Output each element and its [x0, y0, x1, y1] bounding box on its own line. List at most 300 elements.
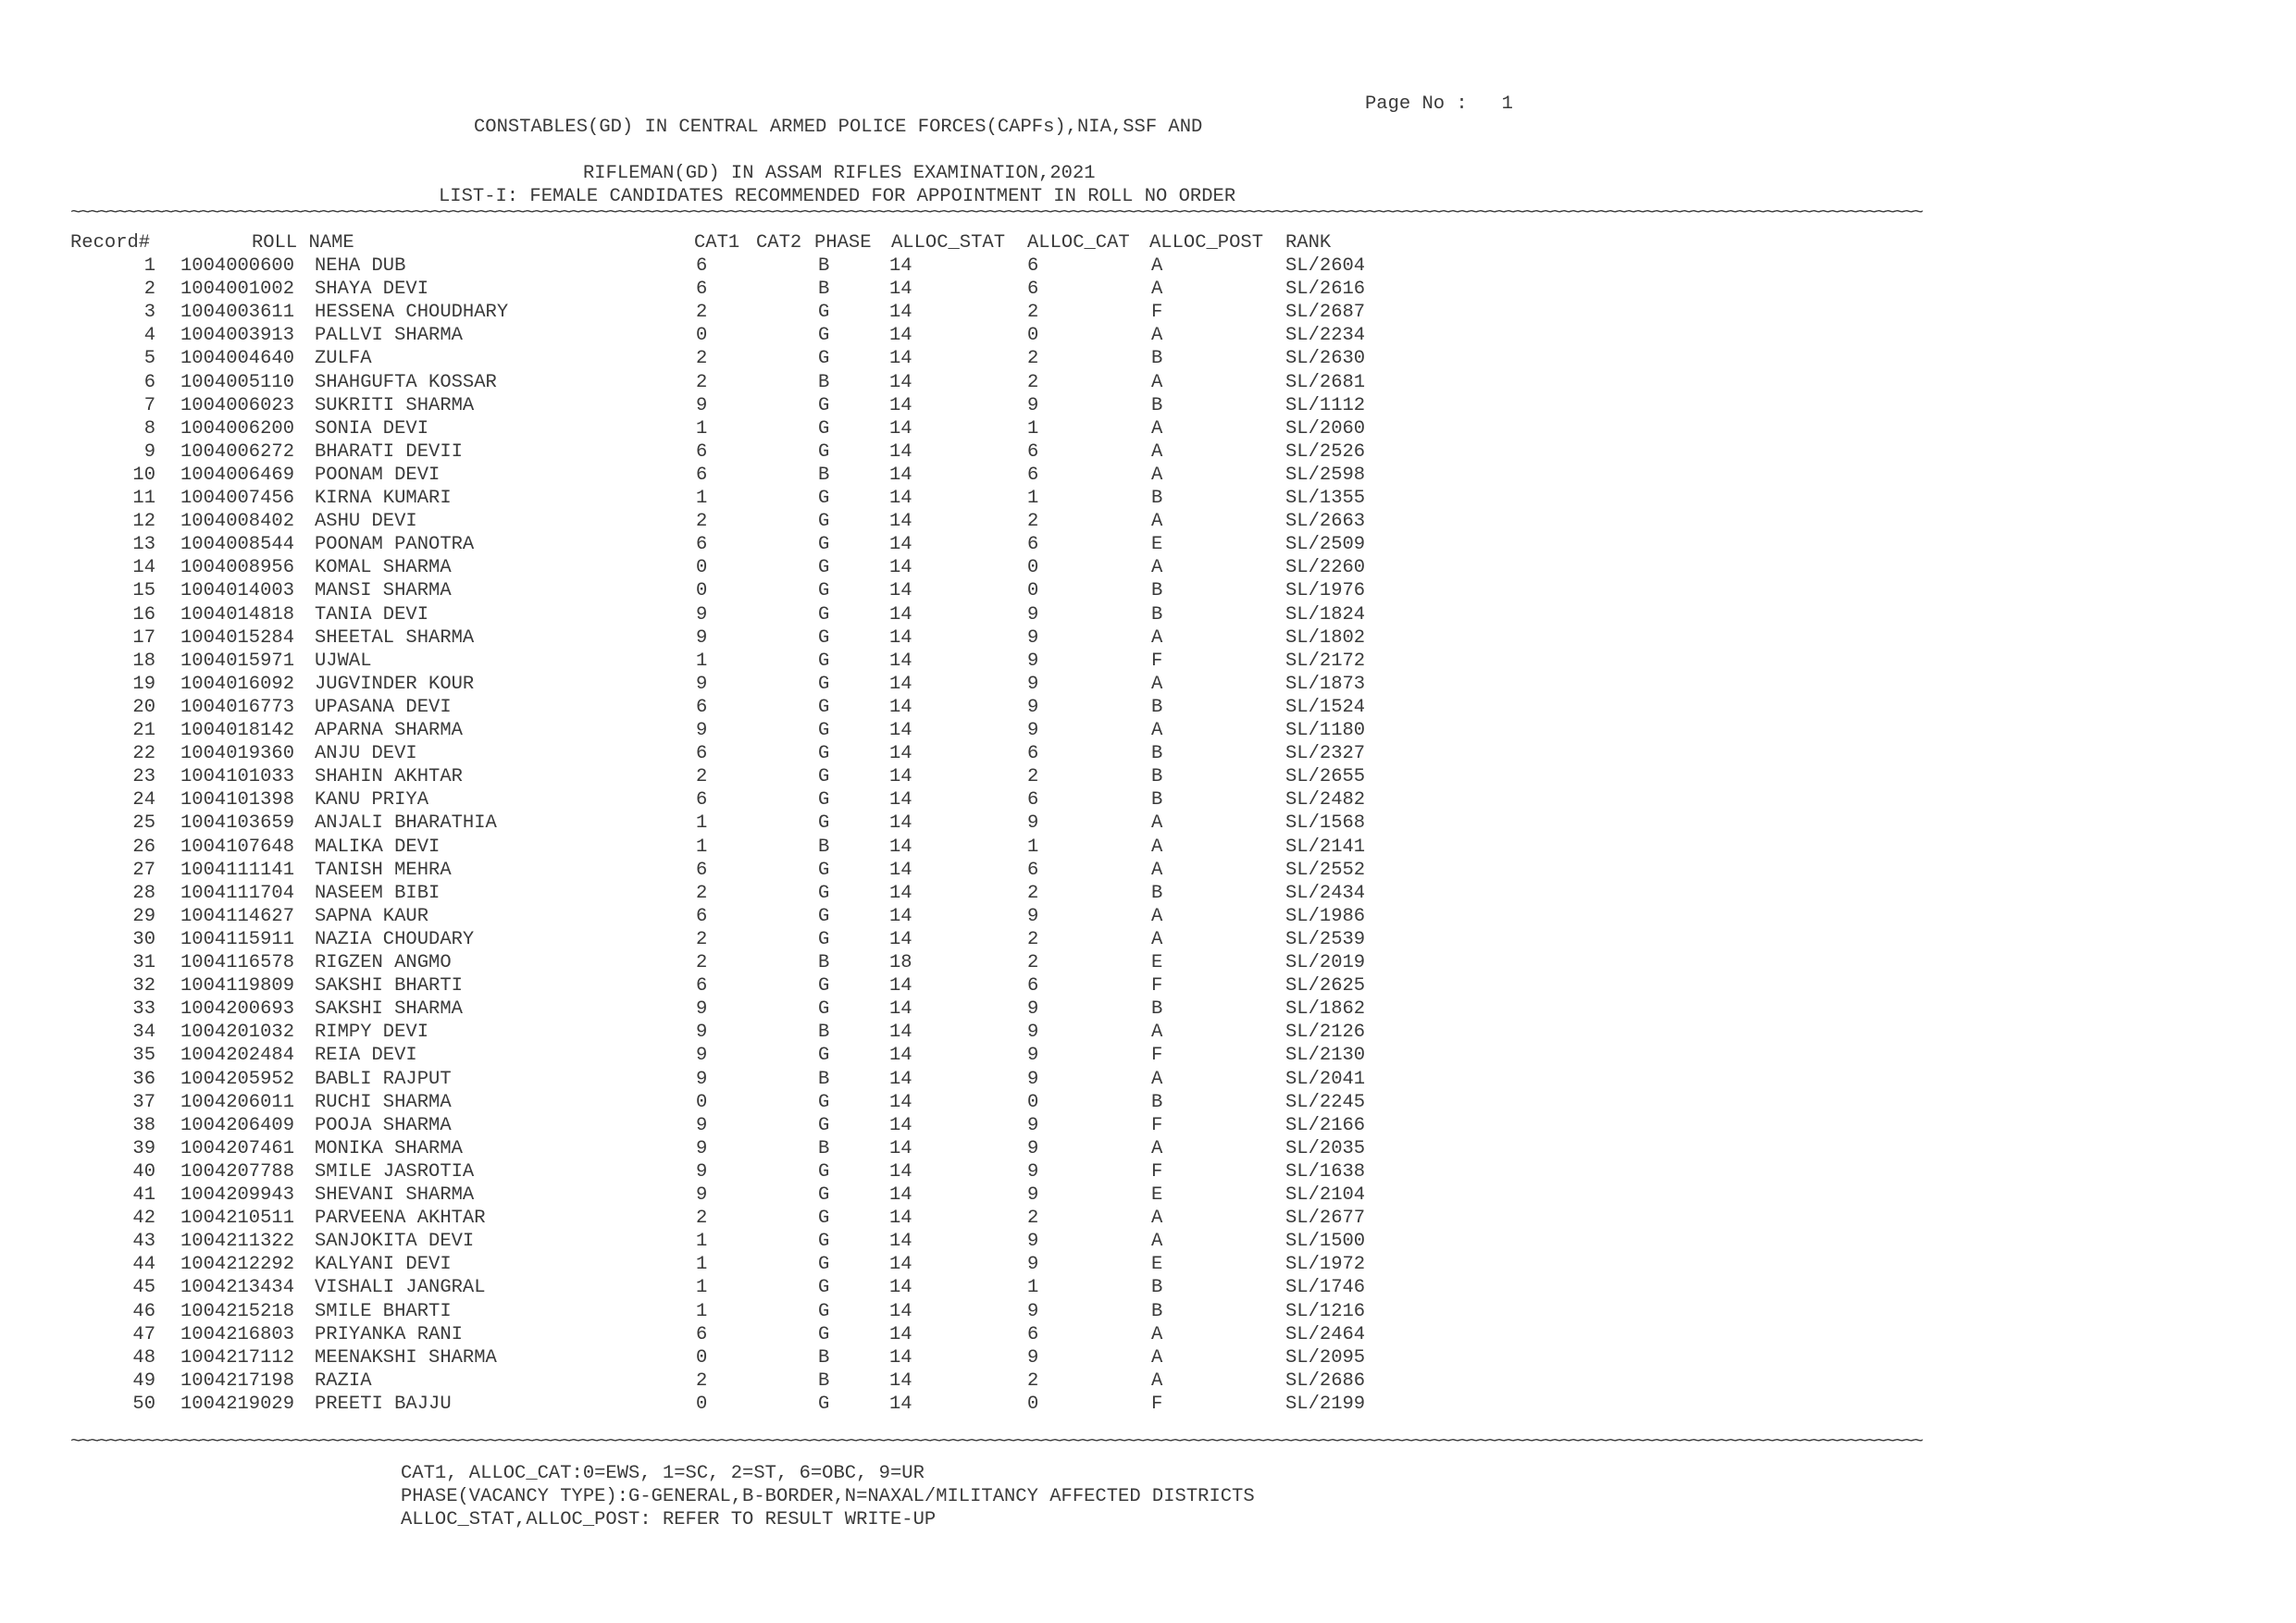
candidate-name: JUGVINDER KOUR	[315, 673, 475, 695]
rank-value: SL/1824	[1285, 603, 1366, 626]
candidate-name: PARVEENA AKHTAR	[315, 1208, 486, 1230]
rank-value: SL/2598	[1285, 464, 1366, 486]
alloc-stat-value: 14	[889, 1231, 912, 1253]
alloc-post-value: F	[1151, 1114, 1163, 1136]
table-row	[70, 1183, 1366, 1207]
bottom-divider: ~~~~~~~~~~~~~~~~~~~~~~~~~~~~~~~~~~~~~~~~~~~~~~~~~~~~~~~~~~~~~~~~~~~~~~~~~~~~~~~~~~~~~~~~~~~~~~~~~~~~~~~~~~~~~~~~~~~~~~~~~~~~~~~~~~~~~~~~~~~~~~~~~~~~~~~~~~~~~~~~~~~~~~~~~~~~~~~~~~~~~~~~~~~~~~~~~~~~~~~~	[70, 1431, 1922, 1453]
candidate-name: RIMPY DEVI	[315, 1022, 429, 1044]
cat1-value: 6	[696, 464, 708, 486]
alloc-stat-value: 14	[889, 511, 912, 533]
col-alloc-stat: ALLOC_STAT	[891, 232, 1006, 254]
table-row	[70, 765, 1366, 788]
alloc-stat-value: 14	[889, 1160, 912, 1183]
alloc-cat-value: 1	[1027, 488, 1039, 509]
table-row	[70, 371, 1366, 394]
record-number: 50	[132, 1393, 155, 1415]
cat1-value: 2	[696, 952, 708, 973]
alloc-post-value: A	[1151, 371, 1163, 393]
rank-value: SL/1972	[1285, 1254, 1366, 1276]
table-row	[70, 556, 1366, 579]
table-row	[70, 1393, 1366, 1416]
alloc-cat-value: 2	[1027, 371, 1039, 393]
rank-value: SL/2126	[1285, 1022, 1366, 1044]
alloc-stat-value: 14	[889, 325, 912, 347]
roll-number: 1004004640	[180, 348, 295, 370]
candidate-name: SMILE JASROTIA	[315, 1160, 475, 1183]
alloc-stat-value: 14	[889, 836, 912, 858]
title-line-3: LIST-I: FEMALE CANDIDATES RECOMMENDED FOR APPOINTMENT IN ROLL NO ORDER	[439, 186, 1236, 207]
alloc-cat-value: 1	[1027, 1277, 1039, 1299]
candidate-name: ASHU DEVI	[315, 511, 417, 533]
cat1-value: 9	[696, 1160, 708, 1183]
col-record: Record#	[70, 232, 151, 254]
candidate-name: NEHA DUB	[315, 255, 406, 277]
record-number: 39	[132, 1137, 155, 1159]
alloc-stat-value: 14	[889, 859, 912, 881]
roll-number: 1004115911	[180, 928, 295, 950]
alloc-stat-value: 14	[889, 743, 912, 765]
table-row	[70, 347, 1366, 370]
rank-value: SL/1746	[1285, 1277, 1366, 1299]
table-row	[70, 626, 1366, 650]
roll-number: 1004216803	[180, 1323, 295, 1345]
cat1-value: 6	[696, 743, 708, 765]
table-row	[70, 417, 1366, 440]
table-row	[70, 579, 1366, 602]
rank-value: SL/2509	[1285, 534, 1366, 556]
alloc-post-value: A	[1151, 464, 1163, 486]
table-row	[70, 1044, 1366, 1067]
alloc-cat-value: 9	[1027, 1137, 1039, 1159]
cat1-value: 6	[696, 279, 708, 301]
record-number: 7	[143, 394, 155, 416]
alloc-post-value: B	[1151, 348, 1163, 370]
rank-value: SL/2019	[1285, 952, 1366, 973]
alloc-cat-value: 9	[1027, 1068, 1039, 1090]
table-row	[70, 1021, 1366, 1044]
alloc-stat-value: 14	[889, 394, 912, 416]
alloc-post-value: B	[1151, 743, 1163, 765]
roll-number: 1004114627	[180, 905, 295, 927]
table-row	[70, 301, 1366, 324]
alloc-stat-value: 14	[889, 975, 912, 997]
alloc-cat-value: 9	[1027, 1346, 1039, 1369]
candidate-name: POONAM DEVI	[315, 464, 441, 486]
phase-value: G	[818, 348, 830, 370]
phase-value: G	[818, 859, 830, 881]
phase-value: B	[818, 1137, 830, 1159]
cat1-value: 9	[696, 603, 708, 626]
candidate-name: MANSI SHARMA	[315, 580, 452, 602]
alloc-stat-value: 14	[889, 1022, 912, 1044]
alloc-cat-value: 6	[1027, 859, 1039, 881]
alloc-stat-value: 14	[889, 255, 912, 277]
alloc-stat-value: 14	[889, 580, 912, 602]
rank-value: SL/2482	[1285, 789, 1366, 812]
rank-value: SL/2630	[1285, 348, 1366, 370]
record-number: 6	[143, 371, 155, 393]
rank-value: SL/2655	[1285, 766, 1366, 788]
record-number: 45	[132, 1277, 155, 1299]
alloc-post-value: B	[1151, 394, 1163, 416]
rank-value: SL/2526	[1285, 440, 1366, 463]
cat1-value: 9	[696, 1022, 708, 1044]
candidate-name: BABLI RAJPUT	[315, 1068, 452, 1090]
alloc-cat-value: 6	[1027, 1323, 1039, 1345]
alloc-stat-value: 14	[889, 1393, 912, 1415]
alloc-stat-value: 14	[889, 905, 912, 927]
table-row	[70, 997, 1366, 1021]
alloc-post-value: B	[1151, 789, 1163, 812]
rank-value: SL/2234	[1285, 325, 1366, 347]
record-number: 17	[132, 626, 155, 649]
table-row	[70, 464, 1366, 487]
candidate-name: MONIKA SHARMA	[315, 1137, 463, 1159]
table-row	[70, 696, 1366, 719]
record-number: 46	[132, 1300, 155, 1322]
cat1-value: 6	[696, 789, 708, 812]
cat1-value: 6	[696, 255, 708, 277]
table-row	[70, 1346, 1366, 1369]
alloc-post-value: A	[1151, 673, 1163, 695]
alloc-post-value: A	[1151, 325, 1163, 347]
rank-value: SL/2245	[1285, 1091, 1366, 1113]
cat1-value: 6	[696, 1323, 708, 1345]
rank-value: SL/1355	[1285, 488, 1366, 509]
candidate-name: RIGZEN ANGMO	[315, 952, 452, 973]
roll-number: 1004103659	[180, 812, 295, 835]
cat1-value: 1	[696, 1277, 708, 1299]
record-number: 30	[132, 928, 155, 950]
alloc-stat-value: 14	[889, 766, 912, 788]
cat1-value: 9	[696, 998, 708, 1021]
record-number: 40	[132, 1160, 155, 1183]
phase-value: B	[818, 371, 830, 393]
record-number: 34	[132, 1022, 155, 1044]
cat1-value: 1	[696, 488, 708, 509]
alloc-stat-value: 14	[889, 789, 912, 812]
cat1-value: 9	[696, 1114, 708, 1136]
col-phase: PHASE	[814, 232, 872, 254]
rank-value: SL/2166	[1285, 1114, 1366, 1136]
alloc-stat-value: 14	[889, 534, 912, 556]
phase-value: G	[818, 394, 830, 416]
cat1-value: 2	[696, 302, 708, 324]
rank-value: SL/1216	[1285, 1300, 1366, 1322]
roll-number: 1004200693	[180, 998, 295, 1021]
rank-value: SL/2199	[1285, 1393, 1366, 1415]
rank-value: SL/2625	[1285, 975, 1366, 997]
cat1-value: 6	[696, 859, 708, 881]
col-alloc-cat: ALLOC_CAT	[1027, 232, 1130, 254]
candidate-name: UPASANA DEVI	[315, 696, 452, 718]
cat1-value: 2	[696, 766, 708, 788]
roll-number: 1004111141	[180, 859, 295, 881]
alloc-stat-value: 14	[889, 650, 912, 672]
record-number: 37	[132, 1091, 155, 1113]
rank-value: SL/1976	[1285, 580, 1366, 602]
alloc-cat-value: 0	[1027, 580, 1039, 602]
alloc-cat-value: 6	[1027, 975, 1039, 997]
rank-value: SL/2552	[1285, 859, 1366, 881]
phase-value: G	[818, 905, 830, 927]
alloc-cat-value: 1	[1027, 417, 1039, 440]
record-number: 9	[143, 440, 155, 463]
alloc-cat-value: 0	[1027, 1091, 1039, 1113]
phase-value: G	[818, 882, 830, 904]
phase-value: G	[818, 743, 830, 765]
record-number: 36	[132, 1068, 155, 1090]
legend-category: CAT1, ALLOC_CAT:0=EWS, 1=SC, 2=ST, 6=OBC, 9=UR	[401, 1463, 925, 1484]
alloc-post-value: B	[1151, 1300, 1163, 1322]
table-row	[70, 254, 1366, 278]
cat1-value: 0	[696, 1393, 708, 1415]
candidate-name: KANU PRIYA	[315, 789, 429, 812]
candidate-name: SAKSHI SHARMA	[315, 998, 463, 1021]
record-number: 48	[132, 1346, 155, 1369]
cat1-value: 2	[696, 1208, 708, 1230]
table-row	[70, 928, 1366, 951]
candidate-name: KIRNA KUMARI	[315, 488, 452, 509]
alloc-stat-value: 14	[889, 1254, 912, 1276]
alloc-post-value: F	[1151, 975, 1163, 997]
record-number: 47	[132, 1323, 155, 1345]
record-number: 31	[132, 952, 155, 973]
candidate-name: POONAM PANOTRA	[315, 534, 475, 556]
alloc-post-value: A	[1151, 836, 1163, 858]
record-number: 42	[132, 1208, 155, 1230]
rank-value: SL/1112	[1285, 394, 1366, 416]
rank-value: SL/1802	[1285, 626, 1366, 649]
record-number: 20	[132, 696, 155, 718]
alloc-stat-value: 14	[889, 882, 912, 904]
alloc-cat-value: 9	[1027, 1045, 1039, 1067]
phase-value: G	[818, 325, 830, 347]
alloc-stat-value: 14	[889, 1114, 912, 1136]
alloc-cat-value: 9	[1027, 905, 1039, 927]
table-row	[70, 1160, 1366, 1183]
alloc-post-value: F	[1151, 302, 1163, 324]
phase-value: G	[818, 440, 830, 463]
phase-value: G	[818, 1393, 830, 1415]
candidate-name: SHAHIN AKHTAR	[315, 766, 463, 788]
alloc-post-value: A	[1151, 1068, 1163, 1090]
alloc-post-value: B	[1151, 580, 1163, 602]
alloc-post-value: A	[1151, 557, 1163, 579]
roll-number: 1004202484	[180, 1045, 295, 1067]
cat1-value: 2	[696, 371, 708, 393]
alloc-cat-value: 6	[1027, 789, 1039, 812]
alloc-cat-value: 6	[1027, 464, 1039, 486]
alloc-post-value: B	[1151, 603, 1163, 626]
candidate-name: POOJA SHARMA	[315, 1114, 452, 1136]
roll-number: 1004000600	[180, 255, 295, 277]
rank-value: SL/2327	[1285, 743, 1366, 765]
phase-value: G	[818, 580, 830, 602]
alloc-stat-value: 14	[889, 1208, 912, 1230]
roll-number: 1004008544	[180, 534, 295, 556]
table-row	[70, 1114, 1366, 1137]
cat1-value: 0	[696, 580, 708, 602]
alloc-stat-value: 14	[889, 302, 912, 324]
title-line-1: CONSTABLES(GD) IN CENTRAL ARMED POLICE FORCES(CAPFs),NIA,SSF AND	[474, 117, 1203, 138]
roll-number: 1004215218	[180, 1300, 295, 1322]
alloc-cat-value: 9	[1027, 626, 1039, 649]
candidate-name: MEENAKSHI SHARMA	[315, 1346, 497, 1369]
rank-value: SL/1524	[1285, 696, 1366, 718]
record-number: 38	[132, 1114, 155, 1136]
col-rank: RANK	[1285, 232, 1332, 254]
top-divider: ~~~~~~~~~~~~~~~~~~~~~~~~~~~~~~~~~~~~~~~~~~~~~~~~~~~~~~~~~~~~~~~~~~~~~~~~~~~~~~~~~~~~~~~~~~~~~~~~~~~~~~~~~~~~~~~~~~~~~~~~~~~~~~~~~~~~~~~~~~~~~~~~~~~~~~~~~~~~~~~~~~~~~~~~~~~~~~~~~~~~~~~~~~~~~~~~~~~~~~~~	[70, 203, 1922, 224]
record-number: 24	[132, 789, 155, 812]
phase-value: G	[818, 511, 830, 533]
rank-value: SL/2604	[1285, 255, 1366, 277]
phase-value: G	[818, 1300, 830, 1322]
rank-value: SL/1862	[1285, 998, 1366, 1021]
candidate-name: KOMAL SHARMA	[315, 557, 452, 579]
roll-number: 1004003611	[180, 302, 295, 324]
candidate-name: RAZIA	[315, 1369, 372, 1392]
cat1-value: 6	[696, 534, 708, 556]
cat1-value: 9	[696, 394, 708, 416]
candidate-name: SANJOKITA DEVI	[315, 1231, 475, 1253]
legend-alloc: ALLOC_STAT,ALLOC_POST: REFER TO RESULT WRITE-UP	[401, 1509, 937, 1530]
cat1-value: 1	[696, 836, 708, 858]
alloc-cat-value: 6	[1027, 255, 1039, 277]
record-number: 5	[143, 348, 155, 370]
candidate-name: SMILE BHARTI	[315, 1300, 452, 1322]
roll-number: 1004019360	[180, 743, 295, 765]
record-number: 25	[132, 812, 155, 835]
phase-value: G	[818, 557, 830, 579]
table-row	[70, 487, 1366, 510]
alloc-cat-value: 2	[1027, 928, 1039, 950]
alloc-post-value: B	[1151, 998, 1163, 1021]
table-row	[70, 905, 1366, 928]
phase-value: G	[818, 1254, 830, 1276]
candidate-name: SHEVANI SHARMA	[315, 1184, 475, 1206]
phase-value: G	[818, 534, 830, 556]
phase-value: G	[818, 626, 830, 649]
phase-value: G	[818, 603, 830, 626]
alloc-post-value: A	[1151, 255, 1163, 277]
cat1-value: 6	[696, 975, 708, 997]
alloc-stat-value: 14	[889, 812, 912, 835]
rank-value: SL/2260	[1285, 557, 1366, 579]
roll-number: 1004209943	[180, 1184, 295, 1206]
record-number: 10	[132, 464, 155, 486]
alloc-stat-value: 14	[889, 279, 912, 301]
rank-value: SL/1500	[1285, 1231, 1366, 1253]
phase-value: B	[818, 1022, 830, 1044]
alloc-post-value: B	[1151, 488, 1163, 509]
candidate-name: SUKRITI SHARMA	[315, 394, 475, 416]
roll-number: 1004005110	[180, 371, 295, 393]
roll-number: 1004006023	[180, 394, 295, 416]
table-row	[70, 1369, 1366, 1393]
cat1-value: 6	[696, 696, 708, 718]
cat1-value: 1	[696, 650, 708, 672]
candidate-name: PRIYANKA RANI	[315, 1323, 463, 1345]
cat1-value: 1	[696, 812, 708, 835]
alloc-stat-value: 14	[889, 673, 912, 695]
phase-value: G	[818, 673, 830, 695]
candidate-name: TANISH MEHRA	[315, 859, 452, 881]
record-number: 19	[132, 673, 155, 695]
alloc-stat-value: 14	[889, 371, 912, 393]
alloc-cat-value: 0	[1027, 1393, 1039, 1415]
table-row	[70, 510, 1366, 533]
alloc-stat-value: 14	[889, 696, 912, 718]
phase-value: G	[818, 812, 830, 835]
alloc-cat-value: 9	[1027, 603, 1039, 626]
table-row	[70, 1207, 1366, 1230]
phase-value: G	[818, 302, 830, 324]
record-number: 11	[132, 488, 155, 509]
alloc-post-value: F	[1151, 1160, 1163, 1183]
roll-number: 1004006200	[180, 417, 295, 440]
phase-value: G	[818, 1208, 830, 1230]
roll-number: 1004101398	[180, 789, 295, 812]
roll-number: 1004207788	[180, 1160, 295, 1183]
phase-value: G	[818, 1184, 830, 1206]
record-number: 27	[132, 859, 155, 881]
alloc-stat-value: 14	[889, 417, 912, 440]
table-row	[70, 650, 1366, 673]
phase-value: G	[818, 1160, 830, 1183]
record-number: 28	[132, 882, 155, 904]
title-line-2: RIFLEMAN(GD) IN ASSAM RIFLES EXAMINATION,2021	[583, 163, 1096, 184]
alloc-cat-value: 9	[1027, 673, 1039, 695]
phase-value: B	[818, 255, 830, 277]
cat1-value: 9	[696, 1137, 708, 1159]
roll-number: 1004201032	[180, 1022, 295, 1044]
phase-value: B	[818, 836, 830, 858]
candidate-name: TANIA DEVI	[315, 603, 429, 626]
phase-value: G	[818, 975, 830, 997]
alloc-stat-value: 14	[889, 1346, 912, 1369]
alloc-post-value: A	[1151, 1208, 1163, 1230]
table-header	[70, 231, 1366, 254]
candidate-name: RUCHI SHARMA	[315, 1091, 452, 1113]
record-number: 26	[132, 836, 155, 858]
alloc-cat-value: 2	[1027, 302, 1039, 324]
candidate-name: HESSENA CHOUDHARY	[315, 302, 509, 324]
alloc-cat-value: 9	[1027, 812, 1039, 835]
candidate-name: APARNA SHARMA	[315, 720, 463, 741]
record-number: 18	[132, 650, 155, 672]
alloc-stat-value: 14	[889, 1369, 912, 1392]
candidate-name: NAZIA CHOUDARY	[315, 928, 475, 950]
cat1-value: 2	[696, 882, 708, 904]
rank-value: SL/2616	[1285, 279, 1366, 301]
rank-value: SL/1180	[1285, 720, 1366, 741]
alloc-cat-value: 9	[1027, 696, 1039, 718]
phase-value: G	[818, 1114, 830, 1136]
alloc-cat-value: 9	[1027, 1160, 1039, 1183]
table-row	[70, 1300, 1366, 1323]
table-row	[70, 1253, 1366, 1276]
alloc-post-value: A	[1151, 859, 1163, 881]
alloc-cat-value: 9	[1027, 1022, 1039, 1044]
roll-number: 1004217112	[180, 1346, 295, 1369]
record-number: 15	[132, 580, 155, 602]
roll-number: 1004211322	[180, 1231, 295, 1253]
alloc-cat-value: 2	[1027, 1369, 1039, 1392]
alloc-cat-value: 2	[1027, 348, 1039, 370]
col-cat2: CAT2	[756, 232, 802, 254]
alloc-post-value: A	[1151, 279, 1163, 301]
